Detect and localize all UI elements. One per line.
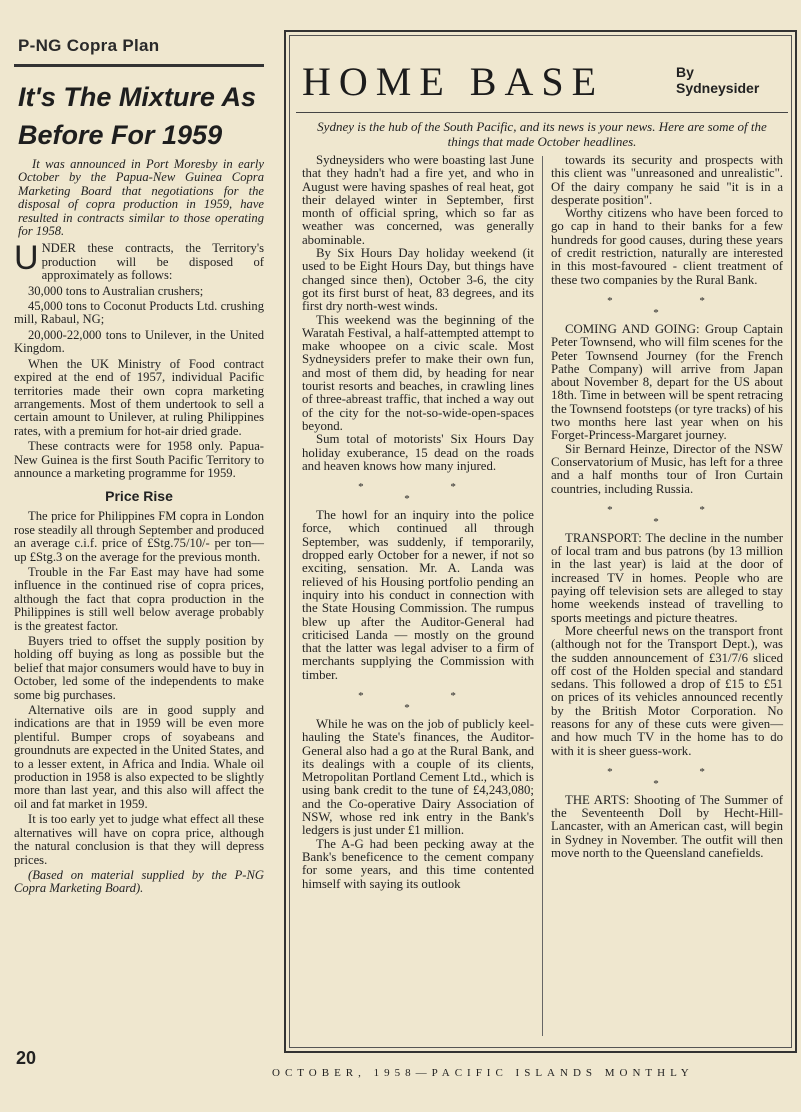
section-tag: P-NG Copra Plan bbox=[18, 36, 160, 55]
headline-line-2: Before For 1959 bbox=[18, 120, 223, 150]
paragraph: COMING AND GOING: Group Captain Peter Townsend, who will film scenes for the Peter Townsend Journey (for the French Pathe Company) will arrive from Japan about November 8, depart for the US about 18th. Time in between will be spent retracing the Townsend footsteps (or tyre tracks) of his two months here last year when on his Forget-Princess-Margaret journey. bbox=[551, 321, 783, 443]
section-stars: * * * bbox=[358, 481, 498, 506]
home-base-title: HOME BASE bbox=[302, 59, 605, 104]
drop-cap: U bbox=[14, 239, 39, 278]
column-divider bbox=[542, 156, 543, 1036]
article-body bbox=[14, 239, 264, 896]
paragraph: These contracts were for 1958 only. Papua-New Guinea is the first South Pacific Territory to announce a marketing programme for 1959. bbox=[14, 439, 264, 480]
paragraph: While he was on the job of publicly keel-hauling the State's finances, the Auditor-General also had a go at the Rural Bank, and its dealings with a couple of its clients, Metropolitan Portland Cement Ltd., which is using bank credit to the tune of £4,243,080; and the Co-operative Dairy Association of NSW, whose red ink entry in the Bank's ledgers is just under £1 million. bbox=[302, 716, 534, 838]
headline-line-1: It's The Mixture As bbox=[18, 82, 256, 112]
section-stars: * * * bbox=[607, 503, 747, 528]
paragraph: UNDER these contracts, the Territory's production will be disposed of approximately as follows: bbox=[14, 239, 264, 283]
byline-author: Sydneysider bbox=[676, 80, 760, 96]
publication-footer: OCTOBER, 1958—PACIFIC ISLANDS MONTHLY bbox=[272, 1067, 694, 1079]
article-intro: It was announced in Port Moresby in early October by the Papua-New Guinea Copra Marketing Board that negotiations for the disposal of copra production in 1959, have resulted in contracts similar to those operating for 1958. bbox=[18, 157, 264, 239]
paragraph: 20,000-22,000 tons to Unilever, in the United Kingdom. bbox=[14, 327, 264, 356]
paragraph: The A-G had been pecking away at the Bank's beneficence to the cement company for some years, and this time contented himself with saying its outlook bbox=[302, 836, 534, 891]
paragraph: By Six Hours Day holiday weekend (it used to be Eight Hours Day, but things have changed since then), October 3-6, the city got its first burst of heat, 83 degrees, and its first dry north-west winds. bbox=[302, 246, 534, 314]
standfirst: Sydney is the hub of the South Pacific, and its news is your news. Here are some of the things that made October headlines. bbox=[317, 119, 767, 149]
paragraph: THE ARTS: Shooting of The Summer of the Seventeenth Doll by Hecht-Hill-Lancaster, with an American cast, will begin in Sydney in November. The outfit will then move north to the Queensland canefields. bbox=[551, 792, 783, 861]
paragraph: It is too early yet to judge what effect all these alternatives will have on copra price, although the natural conclusion is that they will depress prices. bbox=[14, 812, 264, 867]
paragraph: Worthy citizens who have been forced to go cap in hand to their banks for a few hundreds for good causes, during these years of credit restriction, naturally are interested in this most-favoured - client treatment of these two companies by the Rural Bank. bbox=[551, 206, 783, 287]
paragraph: 30,000 tons to Australian crushers; bbox=[28, 283, 204, 298]
paragraph: When the UK Ministry of Food contract expired at the end of 1957, individual Pacific territories made their own copra marketing arrangements. Most of them undertook to sell a certain amount to Unilever, at ruling Philippines rates, with a premium for hot-air dried grade. bbox=[14, 356, 264, 438]
paragraph: towards its security and prospects with this client was "unreasoned and unrealistic". Of the dairy company he said "it is in a desperate position". bbox=[551, 153, 783, 207]
paragraph: Trouble in the Far East may have had some influence in the continued rise of copra prices, although the fact that copra production in the Philippines is still well below average probably is the greatest factor. bbox=[14, 564, 264, 633]
page-number: 20 bbox=[16, 1048, 37, 1068]
source-credit: (Based on material supplied by the P-NG Copra Marketing Board). bbox=[14, 867, 264, 896]
subhead: Price Rise bbox=[105, 488, 173, 505]
byline-by: By bbox=[676, 64, 694, 80]
paragraph: Sir Bernard Heinze, Director of the NSW Conservatorium of Music, has left for a three and a half months tour of Iron Curtain countries, including Russia. bbox=[551, 441, 783, 496]
title-rule bbox=[296, 112, 788, 113]
home-column-middle bbox=[302, 154, 534, 891]
paragraph: The howl for an inquiry into the police force, which continued all through September, was suddenly, if temporarily, dropped early October for a newer, if not so exciting, sensation. Mr. A. Landa was relieved of his Housing portfolio pending an inquiry into his conduct in connection with the State Housing Commission. The rumpus blew up after the Auditor-General had criticised Landa — mostly on the ground that the latter was legal adviser to a firm of merchants supplying the Commission with timber. bbox=[302, 508, 534, 682]
article-headline bbox=[18, 78, 264, 154]
paragraph: This weekend was the beginning of the Waratah Festival, a half-attempted attempt to make whoopee on a civic scale. Most Sydneysiders prefer to make their own fun, and most of them did, by heading for near tourist resorts and beaches, in crawling lines of three-abreast traffic, that inched a way out of the city for the not-so-wide-open-spaces beyond. bbox=[302, 312, 534, 433]
section-rule bbox=[14, 64, 264, 67]
paragraph: The price for Philippines FM copra in London rose steadily all through September and produced an average c.i.f. price of £Stg.75/10/- per ton—up £Stg.3 on the average for the previous month. bbox=[14, 509, 264, 564]
paragraph: Sydneysiders who were boasting last June that they hadn't had a fire yet, and who in August were having spashes of real heat, got their delayed winter in September, first month of official spring, which so far as weather was concerned, was generally abominable. bbox=[302, 153, 534, 247]
section-stars: * * * bbox=[358, 689, 498, 714]
paragraph: Buyers tried to offset the supply position by holding off buying as long as possible but the belief that major consumers would have to buy in October, led some of the independents to make some big purchases. bbox=[14, 634, 264, 702]
paragraph: TRANSPORT: The decline in the number of local tram and bus patrons (by 13 million in the last year) is laid at the door of increased TV in homes. People who are paying off television sets are alleged to stay home weekends instead of travelling to sports meetings and picture theatres. bbox=[551, 530, 783, 625]
paragraph: 45,000 tons to Coconut Products Ltd. crushing mill, Rabaul, NG; bbox=[14, 299, 264, 327]
paragraph: Alternative oils are in good supply and indications are that in 1959 will be even more plentiful. Bumper crops of soyabeans and groundnuts are expected in the United States, and to a lesser extent, in Africa and India. Whale oil production in 1958 is also expected to be slightly more than last year, and this also will affect the oil and fat market in 1959. bbox=[14, 703, 264, 811]
paragraph: More cheerful news on the transport front (although not for the Transport Dept.), was the sudden announcement of £31/7/6 sliced off cost of the Holden special and standard sedans. This followed a drop of £15 to £51 on prices of its vehicles announced recently by the British Motor Corporation. No reasons for any of these cuts were given—and how much TV in the home has to do with it is sheer guess-work. bbox=[551, 623, 783, 758]
byline bbox=[676, 64, 759, 96]
home-column-right bbox=[551, 154, 783, 860]
copra-article bbox=[14, 36, 264, 898]
section-stars: * * * bbox=[607, 765, 747, 790]
paragraph: Sum total of motorists' Six Hours Day holiday exuberance, 15 dead on the roads and heaven knows how many injured. bbox=[302, 432, 534, 473]
section-stars: * * * bbox=[607, 294, 747, 319]
